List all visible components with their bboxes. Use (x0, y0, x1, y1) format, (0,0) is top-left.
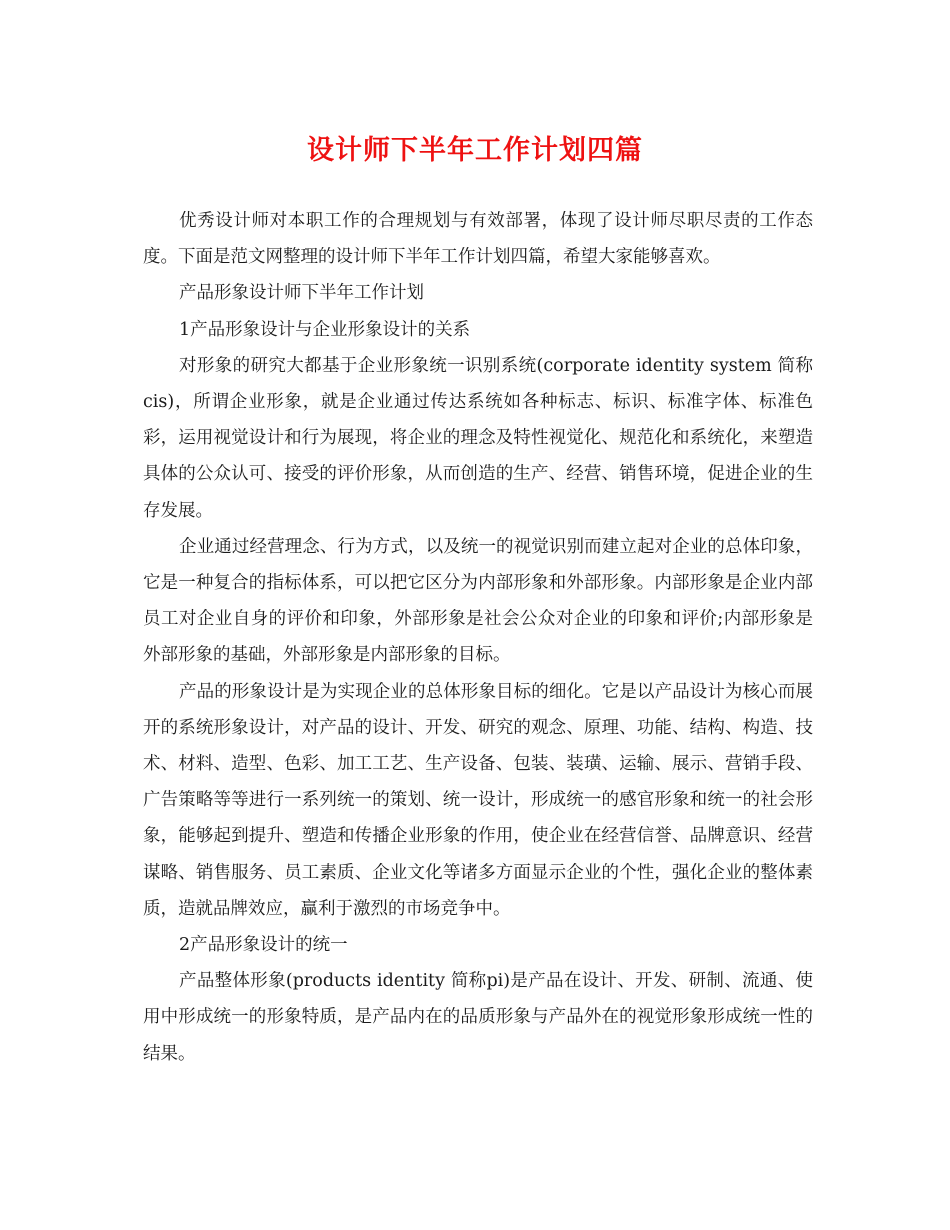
paragraph-internal-external-image: 企业通过经营理念、行为方式，以及统一的视觉识别而建立起对企业的总体印象，它是一种复合的指标体系，可以把它区分为内部形象和外部形象。内部形象是企业内部员工对企业自身的评价和印象，外部形象是社会公众对企业的印象和评价;内部形象是外部形象的基础，外部形象是内部形象的目标。 (143, 536, 813, 666)
paragraph-intro: 优秀设计师对本职工作的合理规划与有效部署，体现了设计师尽职尽责的工作态度。下面是范文网整理的设计师下半年工作计划四篇，希望大家能够喜欢。 (143, 211, 813, 268)
section-heading: 产品形象设计师下半年工作计划 (179, 283, 424, 304)
paragraph-pi: 产品整体形象(products identity 简称pi)是产品在设计、开发、研制、流通、使用中形成统一的形象特质，是产品内在的品质形象与产品外在的视觉形象形成统一性的结果。 (143, 971, 813, 1064)
document-title: 设计师下半年工作计划四篇 (307, 135, 643, 166)
paragraph-cis: 对形象的研究大都基于企业形象统一识别系统(corporate identity system 简称cis)，所谓企业形象，就是企业通过传达系统如各种标志、标识、标准字体、标准色彩，运用视觉设计和行为展现，将企业的理念及特性视觉化、规范化和系统化，来塑造具体的公众认可、接受的评价形象，从而创造的生产、经营、销售环境，促进企业的生存发展。 (143, 355, 813, 521)
subsection-heading-1: 1产品形象设计与企业形象设计的关系 (179, 319, 471, 340)
subsection-heading-2: 2产品形象设计的统一 (179, 935, 348, 956)
paragraph-product-image-design: 产品的形象设计是为实现企业的总体形象目标的细化。它是以产品设计为核心而展开的系统形象设计，对产品的设计、开发、研究的观念、原理、功能、结构、构造、技术、材料、造型、色彩、加工工艺、生产设备、包装、装璜、运输、展示、营销手段、广告策略等等进行一系列统一的策划、统一设计，形成统一的感官形象和统一的社会形象，能够起到提升、塑造和传播企业形象的作用，使企业在经营信誉、品牌意识、经营谋略、销售服务、员工素质、企业文化等诸多方面显示企业的个性，强化企业的整体素质，造就品牌效应，赢利于激烈的市场竞争中。 (143, 681, 813, 919)
document-body (143, 203, 813, 1072)
